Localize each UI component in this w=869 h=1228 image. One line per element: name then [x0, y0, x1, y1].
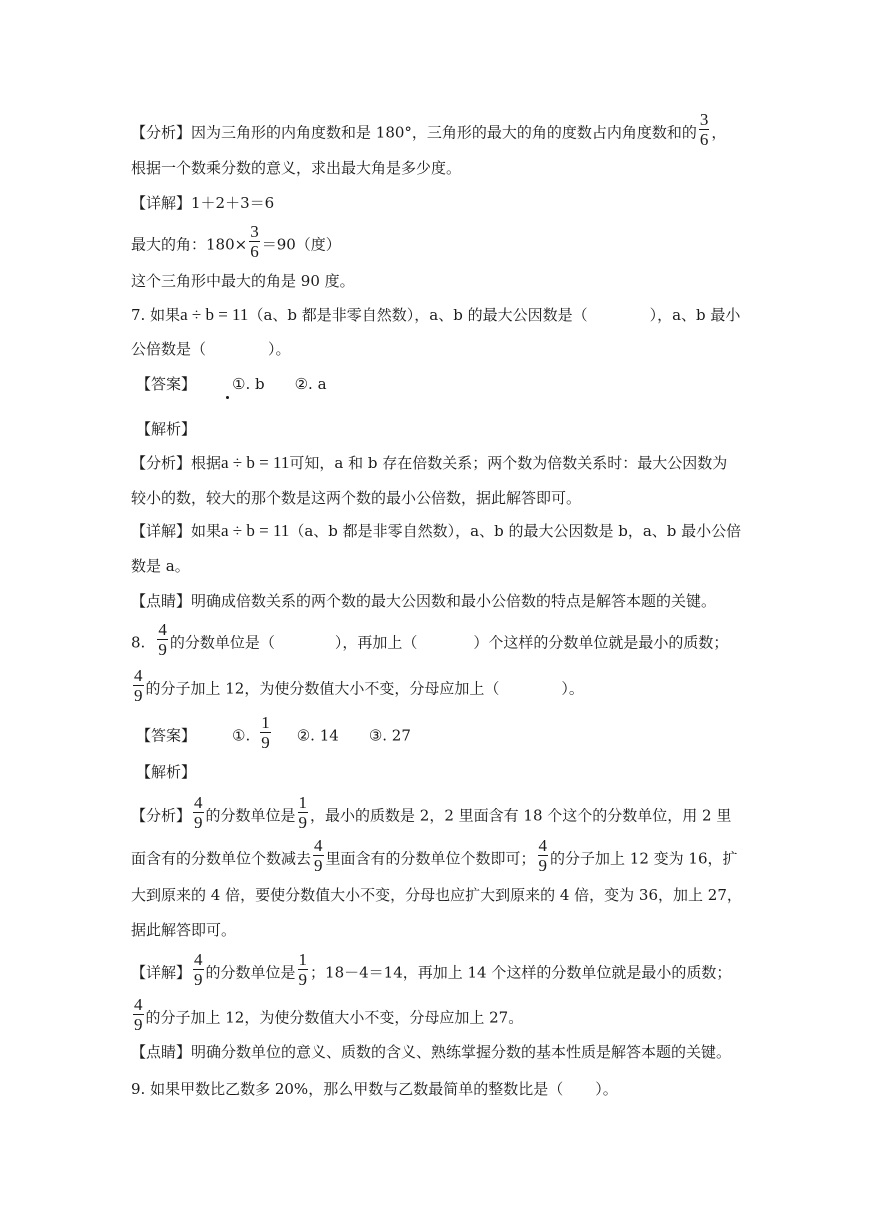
math-expression: a ÷ b = 11 — [221, 453, 290, 472]
jiexi-label-7: 【解析】 — [136, 420, 197, 438]
math-expression: a ÷ b = 11 — [221, 521, 290, 540]
solution-line-2: 最大的角：180× $\frac{3}{6}$ ＝90（度） — [131, 222, 341, 261]
fraction-three-sixths: $\frac{3}{6}$ — [250, 222, 259, 261]
fraction-three-sixths: $\frac{3}{6}$ — [699, 110, 709, 149]
fraction-four-ninths: $\frac{4}{9}$ — [134, 666, 143, 705]
fraction-four-ninths: $\frac{4}{9}$ — [314, 836, 323, 875]
analysis-7-line-2: 较小的数，较大的那个数是这两个数的最小公倍数，据此解答即可。 — [131, 489, 582, 507]
answer-item: ②. a — [294, 375, 327, 393]
jiexi-label-8: 【解析】 — [136, 763, 197, 781]
text: 【分析】因为三角形的内角度数和是 180°，三角形的最大的角的度数占内角度数和的 — [131, 123, 697, 142]
question-7-cont: 公倍数是（ ）。 — [131, 340, 291, 358]
fraction-four-ninths: $\frac{4}{9}$ — [538, 836, 548, 875]
fraction-four-ninths: $\frac{4}{9}$ — [134, 995, 143, 1034]
solution-7-line-1: 【详解】如果a ÷ b = 11（a、b 都是非零自然数），a、b 的最大公因数是 b，a、b 最小公倍 — [131, 521, 742, 540]
answer-item: ①. — [232, 726, 251, 745]
answer-item: ②. 14 — [296, 726, 339, 745]
comment-8: 【点睛】明确分数单位的意义、质数的含义、熟练掌握分数的基本性质是解答本题的关键。 — [131, 1043, 732, 1061]
math-expression: a ÷ b = 11 — [180, 305, 249, 324]
analysis-8-line-2: 面含有的分数单位个数减去 $\frac{4}{9}$ 里面含有的分数单位个数即可； $\frac{4}{9}$ 的分子加上 12 变为 16，扩 — [131, 836, 738, 875]
analysis-8-line-1: 【分析】 $\frac{4}{9}$ 的分数单位是 $\frac{1}{9}$ ，最小的质数是 2，2 里面含有 18 个这个的分数单位，用 2 里 — [131, 793, 732, 832]
comment-7: 【点睛】明确成倍数关系的两个数的最大公因数和最小公倍数的特点是解答本题的关键。 — [131, 592, 717, 610]
fraction-one-ninth: $\frac{1}{9}$ — [261, 713, 270, 752]
solution-8-line-2: $\frac{4}{9}$ 的分子加上 12，为使分数值大小不变，分母应加上 27。 — [134, 995, 524, 1034]
analysis-7-line-1: 【分析】根据a ÷ b = 11可知，a 和 b 存在倍数关系；两个数为倍数关系时：最大公因数为 — [131, 453, 728, 472]
conclusion-line: 这个三角形中最大的角是 90 度。 — [131, 272, 355, 290]
analysis-line-1 — [131, 110, 727, 149]
fraction-one-ninth: $\frac{1}{9}$ — [298, 793, 308, 832]
answer-7: 【答案】 ①. b ②. a — [136, 375, 327, 393]
answer-item: ①. b — [232, 375, 265, 393]
solution-line-1: 【详解】1＋2＋3＝6 — [131, 194, 275, 212]
answer-8: 【答案】 ①. $\frac{1}{9}$ ②. 14 ③. 27 — [136, 713, 411, 752]
fraction-four-ninths: $\frac{4}{9}$ — [194, 950, 203, 989]
question-7: 7. 如果a ÷ b = 11（a、b 都是非零自然数），a、b 的最大公因数是（ ），a、b 最小 — [131, 305, 741, 324]
answer-item: ③. 27 — [368, 726, 411, 745]
fraction-one-ninth: $\frac{1}{9}$ — [298, 950, 308, 989]
solution-7-line-2: 数是 a。 — [131, 557, 190, 575]
fraction-four-ninths: $\frac{4}{9}$ — [194, 793, 203, 832]
question-8-cont: $\frac{4}{9}$ 的分子加上 12，为使分数值大小不变，分母应加上（ ）。 — [134, 666, 584, 705]
text: ， — [711, 123, 727, 142]
analysis-line-2: 根据一个数乘分数的意义，求出最大角是多少度。 — [131, 159, 462, 177]
solution-8-line-1: 【详解】 $\frac{4}{9}$ 的分数单位是 $\frac{1}{9}$ ；18－4＝14，再加上 14 个这样的分数单位就是最小的质数； — [131, 950, 732, 989]
question-8: 8. $\frac{4}{9}$ 的分数单位是（ ），再加上（ ）个这样的分数单位就是最小的质数； — [131, 620, 729, 659]
analysis-8-line-3: 大到原来的 4 倍，要使分数值大小不变，分母也应扩大到原来的 4 倍，变为 36，加上 27， — [131, 886, 742, 904]
fraction-four-ninths: $\frac{4}{9}$ — [158, 620, 167, 659]
question-9: 9. 如果甲数比乙数多 20%，那么甲数与乙数最简单的整数比是（ ）。 — [131, 1080, 618, 1098]
analysis-8-line-4: 据此解答即可。 — [131, 921, 237, 939]
